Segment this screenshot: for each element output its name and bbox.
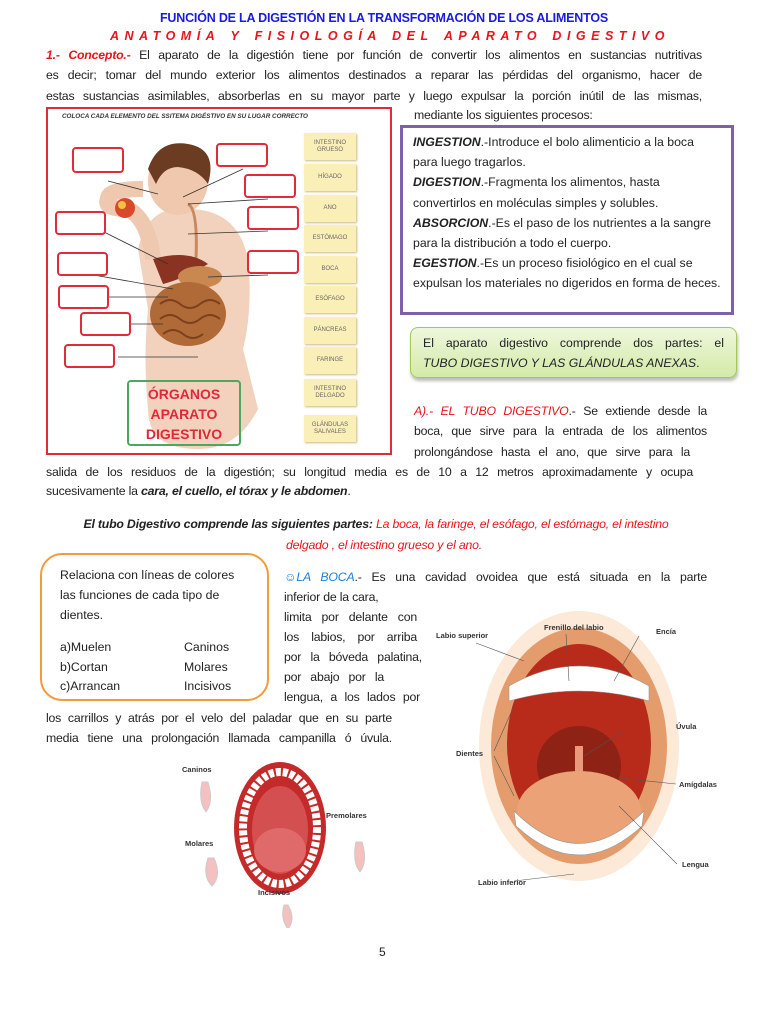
process-item — [413, 172, 721, 212]
parts-list: La boca, la faringe, el esófago, el estómago, el intestino — [372, 517, 669, 531]
concept-line: estas sustancias asimilables, absorberlas en su mayor parte y luego expulsar la porción inútil de las mismas, — [46, 89, 702, 103]
tubo-line — [46, 481, 702, 501]
digestive-system-figure — [46, 107, 392, 455]
tubo-emph: cara, el cuello, el tórax y le abdomen — [141, 484, 348, 498]
organ-label[interactable]: PÁNCREAS — [304, 317, 356, 344]
activity-tooth: Molares — [184, 659, 228, 674]
answer-box[interactable] — [244, 174, 296, 198]
badge-line: DIGESTIVO — [145, 426, 223, 442]
teeth-label: Molares — [185, 839, 214, 848]
process-item — [413, 132, 721, 172]
process-text: .-Introduce el bolo alimenticio a la boca para luego tragarlos. — [413, 135, 694, 170]
teeth-label: Caninos — [182, 765, 212, 774]
boca-line: por la bóveda palatina, — [284, 650, 422, 664]
activity-function: a)Muelen — [60, 640, 112, 654]
processes-box — [400, 125, 734, 315]
boca-title: LA BOCA — [296, 570, 355, 584]
tubo-text: sucesivamente la — [46, 484, 142, 498]
tubo-line: prolongándose hasta el ano, que sirve para la — [414, 445, 690, 459]
answer-box[interactable] — [64, 344, 115, 368]
parts-list: delgado , el intestino grueso y el ano. — [286, 538, 482, 552]
mouth-label: Dientes — [456, 749, 484, 758]
answer-box[interactable] — [216, 143, 268, 167]
organ-label[interactable]: ESTÓMAGO — [304, 225, 356, 252]
callout-emph: TUBO DIGESTIVO Y LAS GLÁNDULAS ANEXAS — [423, 356, 697, 370]
organs-badge — [127, 380, 241, 446]
subtitle-word: DEL — [392, 29, 434, 43]
activity-instruction: Relaciona con líneas de colores las funciones de cada tipo de dientes. — [60, 568, 235, 622]
boca-text: .- Es una cavidad ovoidea que está situada en la parte — [354, 570, 707, 584]
process-text: .-Es un proceso fisiológico en el cual se expulsan los materiales no digeridos en forma de heces. — [413, 256, 721, 291]
organ-label[interactable]: FARINGE — [304, 347, 356, 374]
tubo-line: salida de los residuos de la digestión; su longitud media es de 10 a 12 metros aproximadamente y ocupa — [46, 465, 693, 479]
parts-line — [46, 514, 706, 534]
answer-box[interactable] — [247, 250, 299, 274]
answer-box[interactable] — [247, 206, 299, 230]
answer-box[interactable] — [80, 312, 131, 336]
subtitle-word: APARATO — [443, 29, 543, 43]
boca-line — [284, 567, 707, 587]
teeth-activity-box — [40, 553, 269, 701]
process-term: INGESTION — [413, 135, 481, 149]
callout-end: . — [696, 356, 700, 370]
smiley-icon: ☺ — [284, 570, 297, 584]
answer-box[interactable] — [72, 147, 124, 173]
mouth-label: Úvula — [676, 722, 697, 731]
tubo-line: boca, que sirve para la entrada de los alimentos — [414, 424, 707, 438]
organ-label[interactable]: HÍGADO — [304, 164, 356, 191]
process-item — [413, 213, 721, 253]
tubo-end: . — [347, 484, 351, 498]
concept-label: 1.- Concepto.- — [46, 48, 131, 62]
subtitle-word: Y — [230, 29, 245, 43]
process-term: DIGESTION — [413, 175, 481, 190]
teeth-label: Premolares — [326, 811, 367, 820]
concept-line — [46, 45, 702, 65]
activity-tooth: Caninos — [184, 640, 230, 654]
boca-line: lengua, a los lados por — [284, 690, 420, 704]
concept-line: es decir; tomar del mundo exterior los alimentos destinados a reparar las pérdidas del organismo, hacer de — [46, 68, 702, 82]
mouth-label: Labio inferior — [478, 878, 526, 887]
teeth-types-figure — [180, 750, 372, 928]
page-subtitle — [110, 29, 670, 43]
activity-tooth: Incisivos — [184, 679, 232, 693]
badge-line: ÓRGANOS — [147, 386, 221, 402]
mouth-label: Labio superior — [436, 631, 489, 640]
organ-label[interactable]: INTESTINO GRUESO — [304, 133, 356, 160]
organ-label[interactable]: BOCA — [304, 256, 356, 283]
boca-line: limita por delante con — [284, 610, 417, 624]
parts-lead: El tubo Digestivo comprende las siguientes partes: — [83, 517, 373, 531]
boca-line: los carrillos y atrás por el velo del paladar que en su parte — [46, 711, 392, 725]
boca-line: los labios, por arriba — [284, 630, 417, 644]
activity-function: c)Arrancan — [60, 679, 121, 693]
organ-label[interactable]: ESÓFAGO — [304, 286, 356, 313]
subtitle-word: ANATOMÍA — [110, 29, 221, 43]
tubo-line — [414, 401, 707, 421]
mouth-anatomy-figure — [434, 606, 734, 906]
boca-label — [284, 570, 354, 584]
activity-function: b)Cortan — [60, 659, 108, 674]
answer-box[interactable] — [58, 285, 109, 309]
process-term: ABSORCION — [413, 215, 489, 230]
subtitle-word: DIGESTIVO — [552, 29, 670, 43]
figure-heading: COLOCA CADA ELEMENTO DEL SSITEMA DIGÉSTIVO EN SU LUGAR CORRECTO — [62, 113, 308, 120]
tubo-label: A).- EL TUBO DIGESTIVO — [414, 404, 569, 418]
callout-text: El aparato digestivo comprende dos partes: el — [423, 336, 724, 350]
process-term: EGESTION — [413, 256, 477, 271]
page-number: 5 — [379, 945, 386, 959]
subtitle-word: FISIOLOGÍA — [254, 29, 382, 43]
answer-box[interactable] — [55, 211, 106, 235]
process-item — [413, 253, 721, 293]
process-text: .-Fragmenta los alimentos, hasta convertirlos en moléculas simples y solubles. — [413, 175, 660, 210]
mouth-label: Encía — [656, 627, 677, 636]
organ-label[interactable]: ANO — [304, 195, 356, 222]
badge-line: APARATO — [150, 406, 218, 422]
concept-text: El aparato de la digestión tiene por función de convertir los alimentos en sustancias nutritivas — [130, 48, 702, 62]
process-text: .-Es el paso de los nutrientes a la sangre para la distribución a todo el cuerpo. — [413, 215, 711, 251]
boca-line: media tiene una prolongación llamada campanilla ó úvula. — [46, 731, 392, 745]
mouth-label: Frenillo del labio — [544, 623, 604, 632]
boca-line: por abajo por la — [284, 670, 384, 684]
mouth-label: Lengua — [682, 860, 709, 869]
tubo-text: .- Se extiende desde la — [568, 404, 707, 418]
organ-label[interactable]: INTESTINO DELGADO — [304, 379, 356, 406]
teeth-label: Incisivos — [258, 888, 291, 897]
organ-label[interactable]: GLÁNDULAS SALIVALES — [304, 415, 356, 442]
answer-box[interactable] — [57, 252, 108, 276]
parts-callout — [410, 327, 737, 378]
mouth-label: Amígdalas — [679, 780, 717, 789]
concept-tail: mediante los siguientes procesos: — [414, 108, 593, 122]
page-title: FUNCIÓN DE LA DIGESTIÓN EN LA TRANSFORMACIÓN DE LOS ALIMENTOS — [160, 11, 608, 25]
boca-line: inferior de la cara, — [284, 590, 379, 604]
